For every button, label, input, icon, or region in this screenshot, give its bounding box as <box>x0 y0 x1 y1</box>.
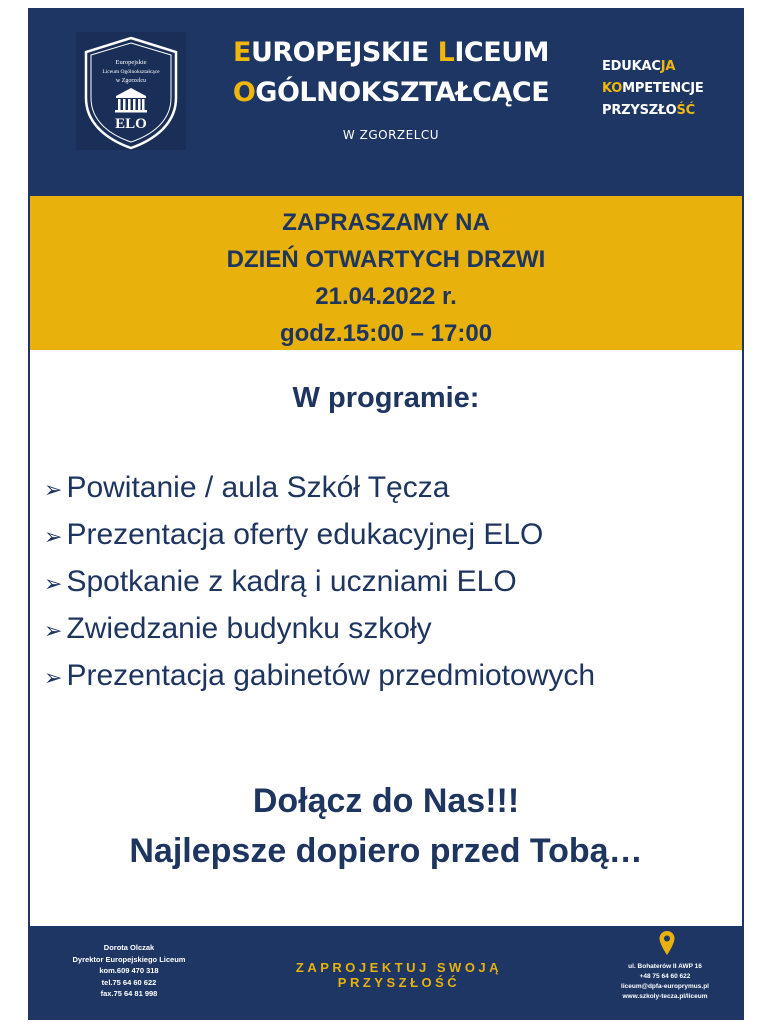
program-heading: W programie: <box>292 382 480 414</box>
logo-initials: ELO <box>115 116 147 132</box>
initial-e: E <box>233 37 251 68</box>
school-name <box>226 36 556 142</box>
header <box>30 10 742 196</box>
initial-l: L <box>437 37 455 68</box>
director-phone: tel.75 64 60 622 <box>101 977 157 987</box>
school-address <box>590 962 740 1002</box>
list-item: ➢ Spotkanie z kadrą i uczniami ELO <box>44 565 517 598</box>
event-time: godz.15:00 – 17:00 <box>279 320 493 347</box>
director-name: Dorota Olczak <box>103 943 155 952</box>
director-contact <box>54 942 204 1000</box>
location-pin-icon <box>658 930 676 956</box>
school-name-line-1 <box>226 36 556 70</box>
motto-line-1: EDUKACJA <box>602 59 676 74</box>
address-email[interactable]: liceum@dpfa-europrymus.pl <box>621 983 709 990</box>
call-to-action <box>30 776 742 876</box>
cta-line-1: Dołącz do Nas!!! <box>252 782 520 820</box>
arrow-bullet-icon: ➢ <box>44 478 63 503</box>
director-fax: fax.75 64 81 998 <box>100 989 158 998</box>
arrow-bullet-icon: ➢ <box>44 619 63 644</box>
logo-line-2: Liceum Ogólnokształcące <box>102 69 160 75</box>
address-phone: +48 75 64 60 622 <box>639 973 691 980</box>
program-list <box>44 466 595 701</box>
arrow-bullet-icon: ➢ <box>44 572 63 597</box>
logo-line-1: Europejskie <box>115 59 147 66</box>
footer <box>30 926 742 1018</box>
school-logo <box>76 32 186 150</box>
event-title: DZIEŃ OTWARTYCH DRZWI <box>226 246 546 273</box>
event-invite: ZAPRASZAMY NA <box>282 209 490 236</box>
list-item: ➢ Powitanie / aula Szkół Tęcza <box>44 471 450 504</box>
event-banner <box>30 196 742 350</box>
footer-slogan: ZAPROJEKTUJ SWOJĄ PRZYSZŁOŚĆ <box>295 960 503 990</box>
director-title: Dyrektor Europejskiego Liceum <box>72 954 186 964</box>
cta-line-2: Najlepsze dopiero przed Tobą… <box>129 832 643 870</box>
motto <box>602 56 704 122</box>
arrow-bullet-icon: ➢ <box>44 525 63 550</box>
motto-line-2: KOMPETENCJE <box>602 81 704 96</box>
list-item: ➢ Prezentacja oferty edukacyjnej ELO <box>44 518 544 551</box>
arrow-bullet-icon: ➢ <box>44 666 63 691</box>
school-name-line-2 <box>226 76 556 110</box>
motto-line-3: PRZYSZŁOŚĆ <box>602 103 696 118</box>
list-item: ➢ Zwiedzanie budynku szkoły <box>44 612 432 645</box>
logo-line-3: w Zgorzelcu <box>115 78 147 84</box>
name-part-uropejskie: UROPEJSKIE <box>250 37 438 68</box>
list-item: ➢ Prezentacja gabinetów przedmiotowych <box>44 659 596 692</box>
event-date: 21.04.2022 r. <box>315 283 457 310</box>
address-website[interactable]: www.szkoly-tecza.pl/liceum <box>622 993 708 1000</box>
address-street: ul. Bohaterów II AWP 16 <box>628 963 702 970</box>
name-part-iceum: ICEUM <box>454 37 549 68</box>
director-mobile: kom.609 470 318 <box>99 966 159 975</box>
name-part-golnoksztalcace: GÓLNOKSZTAŁCĄCE <box>255 77 550 108</box>
school-location: W ZGORZELCU <box>342 128 440 142</box>
initial-o: O <box>232 77 256 108</box>
